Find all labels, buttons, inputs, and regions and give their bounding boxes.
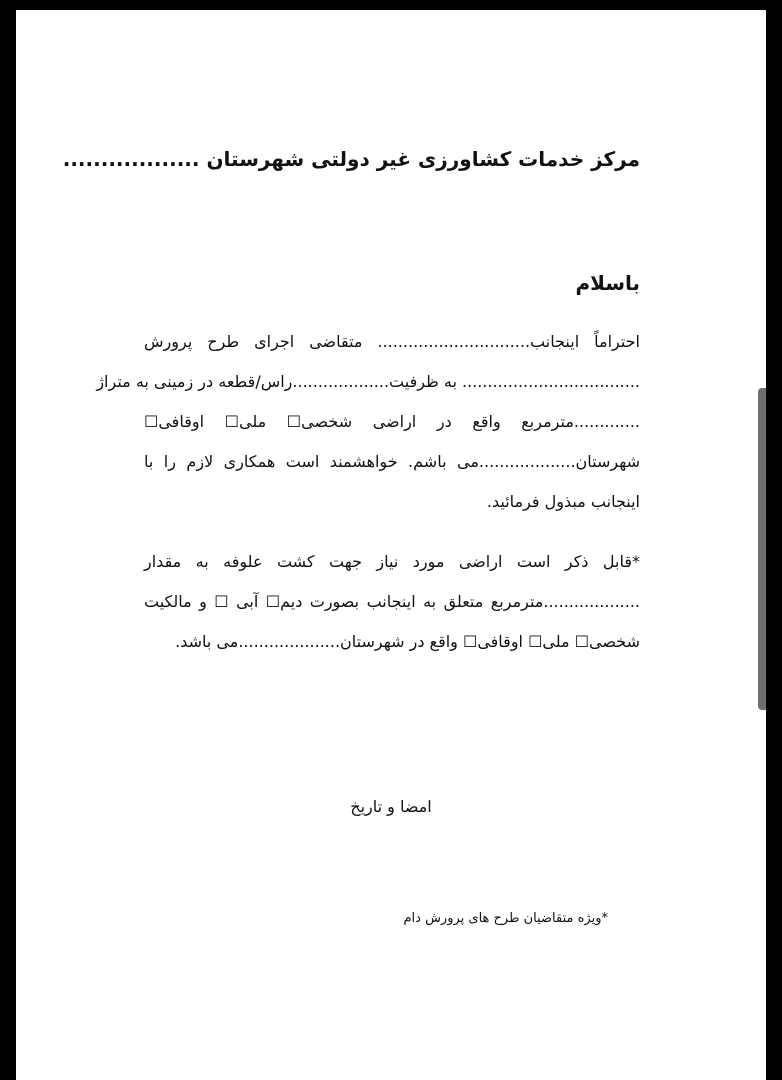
footnote: *ویژه متقاضیان طرح های پرورش دام: [403, 911, 608, 926]
request-line-3: .............مترمربع واقع در اراضی شخصی☐ ملی☐ اوقافی☐: [144, 412, 640, 431]
request-line-5: اینجانب مبذول فرمائید.: [486, 492, 640, 511]
request-paragraph: [96, 322, 640, 522]
land-note-line-2: ...................مترمربع متعلق به اینجانب بصورت دیم☐ آبی ☐ و مالکیت: [144, 592, 640, 611]
letter-document: [16, 10, 766, 1080]
request-line-4: شهرستان...................می باشم. خواهشمند است همکاری لازم را با: [144, 452, 640, 471]
request-line-1: احتراماً اینجانب.............................. متقاضی اجرای طرح پرورش: [144, 332, 640, 351]
land-note-line-3: شخصی☐ ملی☐ اوقافی☐ واقع در شهرستان....................می باشد.: [175, 632, 640, 651]
land-note-line-1: *قابل ذکر است اراضی مورد نیاز جهت کشت علوفه به مقدار: [144, 552, 640, 571]
signature-and-date: امضا و تاریخ: [350, 797, 432, 816]
document-page: [16, 10, 766, 1080]
salutation: باسلام: [575, 271, 640, 295]
scrollbar[interactable]: [758, 388, 766, 710]
land-note-paragraph: [144, 542, 640, 662]
letter-title: مرکز خدمات کشاورزی غیر دولتی شهرستان ..................: [62, 147, 640, 171]
request-line-2: ................................... به ظرفیت...................راس/قطعه در زمینی به متراژ: [96, 372, 640, 391]
